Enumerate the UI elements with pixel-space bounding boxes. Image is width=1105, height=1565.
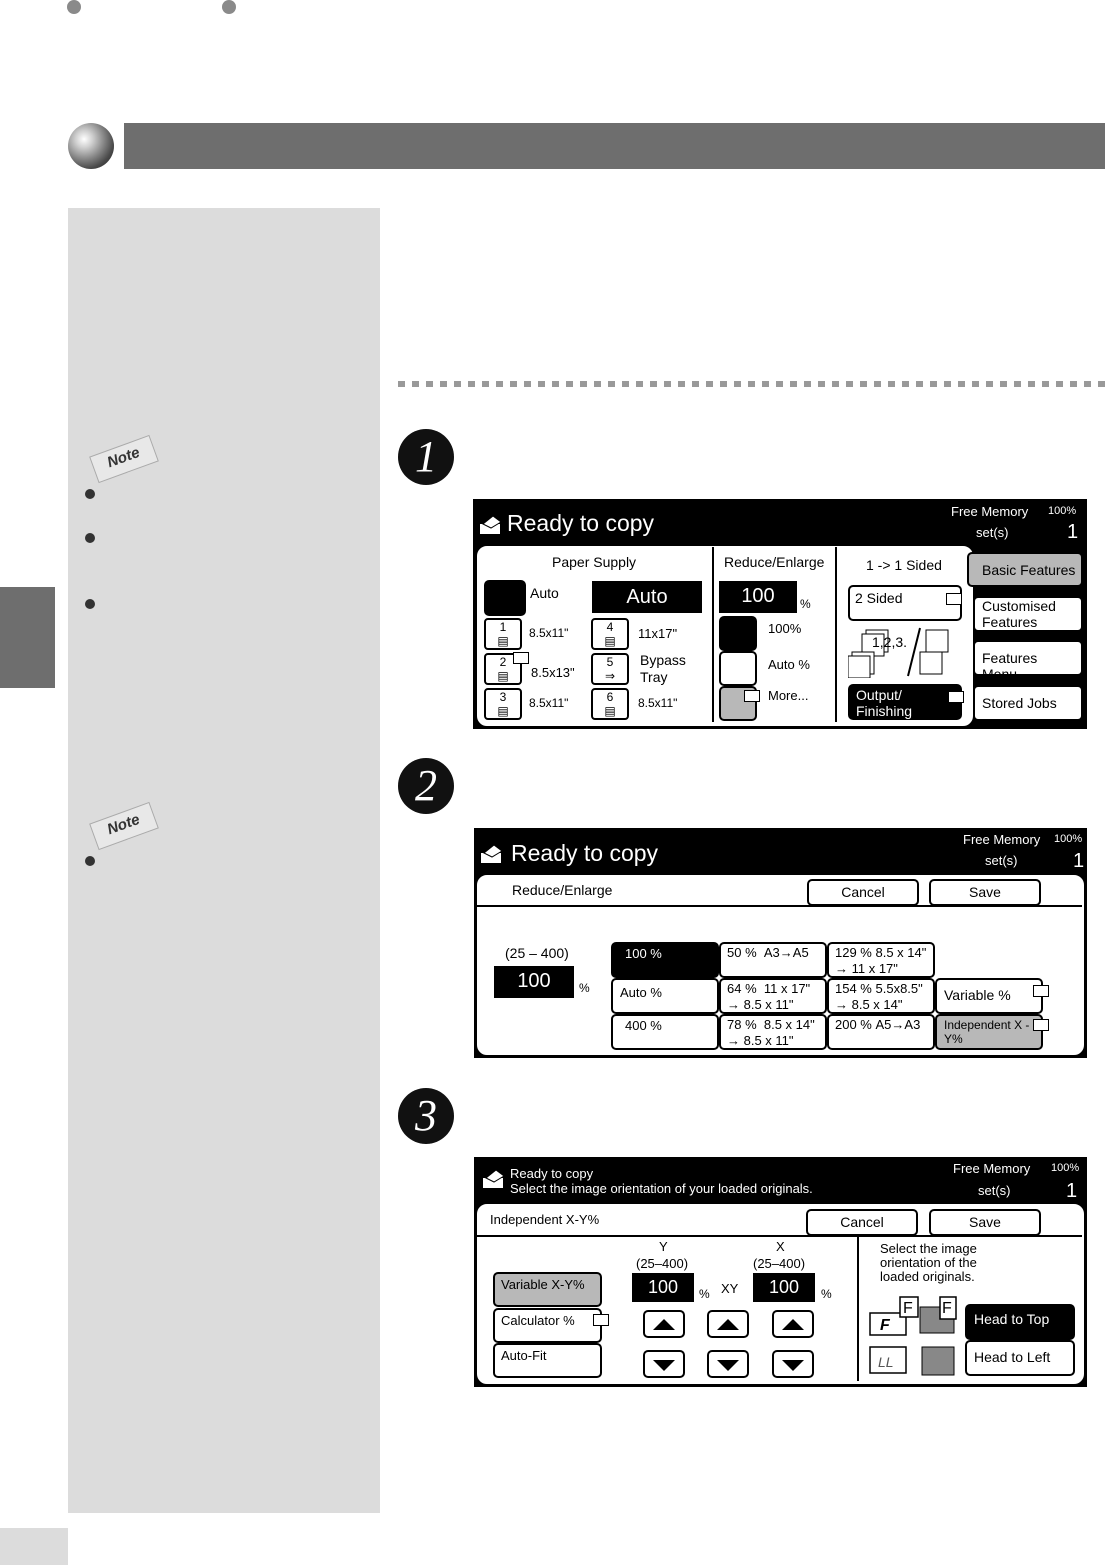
preset-64-pct: 64 % xyxy=(727,981,757,996)
free-memory-label: Free Memory xyxy=(963,832,1041,847)
xy-down-button[interactable] xyxy=(707,1350,749,1378)
tray-3-button[interactable]: 3 ▤ xyxy=(484,688,522,720)
preset-50-pct: 50 % xyxy=(727,945,757,960)
status-subtitle: Select the image orientation of your loaded originals. xyxy=(510,1181,813,1196)
column-divider xyxy=(857,1237,859,1381)
preset-auto-button[interactable] xyxy=(611,978,719,1014)
output-flag-icon xyxy=(948,691,964,703)
y-down-button[interactable] xyxy=(643,1350,685,1378)
preset-50-button[interactable] xyxy=(719,942,827,978)
note-bullet xyxy=(85,489,95,499)
reduce-value-display: 100 xyxy=(719,581,797,613)
free-memory-value: 100% xyxy=(1054,833,1083,845)
preset-400-button[interactable] xyxy=(611,1014,719,1050)
head-to-top-label: Head to Top xyxy=(974,1311,1050,1327)
save-label: Save xyxy=(969,884,1001,900)
sets-label: set(s) xyxy=(976,525,1009,540)
xy-up-button[interactable] xyxy=(707,1310,749,1338)
preset-50-desc: A3→A5 xyxy=(763,945,809,960)
calculator-percent-label: Calculator % xyxy=(501,1313,575,1328)
arrow-down-icon xyxy=(653,1360,675,1371)
auto-fit-button[interactable] xyxy=(493,1343,602,1378)
page-number-box xyxy=(0,1528,68,1565)
y-range: (25–400) xyxy=(636,1256,689,1271)
header-divider xyxy=(477,1235,1082,1237)
free-memory-label: Free Memory xyxy=(951,504,1029,519)
xy-label: XY xyxy=(721,1281,739,1296)
sets-value: 1 xyxy=(1073,850,1085,872)
two-sided-flag-icon xyxy=(946,593,962,605)
sets-label: set(s) xyxy=(978,1183,1011,1198)
step-1-badge: 1 xyxy=(398,429,454,485)
variable-flag-icon xyxy=(1033,985,1049,997)
tray-3-size: 8.5x11" xyxy=(529,696,569,710)
tray-1-button[interactable]: 1 ▤ xyxy=(484,618,522,650)
note-icon: Note xyxy=(89,802,159,850)
save-label: Save xyxy=(969,1214,1001,1230)
duplex-diagram-text: 1,2,3. xyxy=(872,634,908,650)
svg-text:F: F xyxy=(880,1317,890,1334)
orientation-head-top-icon xyxy=(868,1293,958,1339)
preset-64-desc: 11 x 17" → 8.5 x 11" xyxy=(727,981,811,1012)
preset-auto-label: Auto % xyxy=(620,985,662,1000)
tab-stored-jobs[interactable] xyxy=(973,685,1083,721)
output-finishing-button[interactable] xyxy=(848,684,962,720)
head-to-left-label: Head to Left xyxy=(974,1349,1051,1365)
free-memory-label: Free Memory xyxy=(953,1161,1031,1176)
variable-xy-label: Variable X-Y% xyxy=(501,1277,585,1292)
x-label: X xyxy=(776,1239,785,1254)
preset-78-pct: 78 % xyxy=(727,1017,757,1032)
tray-6-size: 8.5x11" xyxy=(638,696,678,710)
variable-percent-label: Variable % xyxy=(944,987,1011,1003)
paper-auto-display: Auto xyxy=(592,581,702,613)
tab-customised-features[interactable] xyxy=(973,596,1083,632)
head-to-top-button[interactable] xyxy=(965,1304,1075,1340)
preset-100-label: 100 % xyxy=(625,946,662,961)
x-value-display: 100 xyxy=(753,1273,815,1302)
status-title: Ready to copy xyxy=(511,840,659,866)
chapter-tab xyxy=(0,587,55,688)
duplex-diagram xyxy=(848,626,952,678)
tray-2-flag-icon xyxy=(513,652,529,664)
preset-200-desc: A5→A3 xyxy=(875,1017,921,1032)
status-title: Ready to copy xyxy=(507,510,655,536)
free-memory-value: 100% xyxy=(1048,505,1077,517)
save-button[interactable] xyxy=(929,1209,1041,1236)
step-3-badge: 3 xyxy=(398,1088,454,1144)
x-down-button[interactable] xyxy=(772,1350,814,1378)
auto-fit-label: Auto-Fit xyxy=(501,1348,547,1363)
tab-basic-features-label: Basic Features xyxy=(982,562,1076,578)
tab-basic-features[interactable] xyxy=(967,552,1083,587)
save-button[interactable] xyxy=(929,879,1041,906)
copier-icon xyxy=(479,514,503,536)
reduce-more-label: More... xyxy=(768,688,809,703)
screen-basic-features xyxy=(473,499,1087,729)
preset-129-desc: 8.5 x 14" → 11 x 17" xyxy=(835,945,927,976)
svg-text:F: F xyxy=(942,1300,952,1317)
two-sided-label: 2 Sided xyxy=(855,590,903,606)
reduce-100-label: 100% xyxy=(768,621,802,636)
reduce-subtitle: Reduce/Enlarge xyxy=(512,882,613,898)
sided-title: 1 -> 1 Sided xyxy=(866,557,942,573)
status-title: Ready to copy xyxy=(510,1166,594,1181)
reduce-unit: % xyxy=(800,597,811,611)
paper-supply-title: Paper Supply xyxy=(552,554,637,570)
tray-6-button[interactable]: 6 ▤ xyxy=(591,688,629,720)
x-unit: % xyxy=(821,1287,832,1301)
preset-78-desc: 8.5 x 14" → 8.5 x 11" xyxy=(727,1017,815,1048)
svg-text:F: F xyxy=(903,1300,913,1317)
section-ball-icon xyxy=(68,123,114,169)
sets-value: 1 xyxy=(1066,1180,1078,1202)
free-memory-value: 100% xyxy=(1051,1162,1080,1174)
preset-400-label: 400 % xyxy=(625,1018,662,1033)
y-value-display: 100 xyxy=(632,1273,694,1302)
cancel-button[interactable] xyxy=(806,1209,918,1236)
y-up-button[interactable] xyxy=(643,1310,685,1338)
preset-100-button[interactable] xyxy=(611,942,719,978)
calculator-flag-icon xyxy=(593,1314,609,1326)
note-icon: Note xyxy=(89,435,159,483)
tray-5-button[interactable]: 5 ⇒ xyxy=(591,653,629,685)
reduce-auto-button[interactable] xyxy=(719,651,757,686)
output-finishing-label: Output/ Finishing xyxy=(856,687,913,719)
tab-customised-features-label: Customised Features xyxy=(982,598,1056,630)
independent-flag-icon xyxy=(1033,1019,1049,1031)
arrow-down-icon xyxy=(782,1360,804,1371)
preset-200-button[interactable] xyxy=(827,1014,935,1050)
y-unit: % xyxy=(699,1287,710,1301)
arrow-up-icon xyxy=(653,1319,675,1330)
dashed-divider xyxy=(398,381,1105,387)
sets-value: 1 xyxy=(1067,521,1079,543)
preset-154-button[interactable] xyxy=(827,978,935,1014)
reduce-unit: % xyxy=(579,981,590,995)
tray-2-size: 8.5x13" xyxy=(531,665,575,680)
tray-1-size: 8.5x11" xyxy=(529,626,569,640)
preset-200-pct: 200 % xyxy=(835,1017,872,1032)
step-2-badge: 2 xyxy=(398,758,454,814)
y-label: Y xyxy=(659,1239,668,1254)
tray-4-button[interactable]: 4 ▤ xyxy=(591,618,629,650)
head-to-left-button[interactable] xyxy=(965,1340,1075,1376)
independent-xy-label: Independent X - Y% xyxy=(944,1018,1030,1046)
preset-78-button[interactable] xyxy=(719,1014,827,1050)
tab-features-menu-label: Features Menu xyxy=(982,650,1038,682)
notes-sidebar xyxy=(68,208,380,1513)
note-bullet xyxy=(85,599,95,609)
calculator-percent-button[interactable] xyxy=(493,1308,602,1343)
preset-154-pct: 154 % xyxy=(835,981,872,996)
screen-reduce-enlarge xyxy=(474,828,1087,1058)
svg-text:LL: LL xyxy=(878,1354,894,1370)
preset-64-button[interactable] xyxy=(719,978,827,1014)
preset-129-pct: 129 % xyxy=(835,945,872,960)
tray-4-size: 11x17" xyxy=(638,626,678,641)
arrow-up-icon xyxy=(782,1319,804,1330)
x-up-button[interactable] xyxy=(772,1310,814,1338)
note-bullet xyxy=(85,533,95,543)
tab-stored-jobs-label: Stored Jobs xyxy=(982,695,1057,711)
sets-label: set(s) xyxy=(985,853,1018,868)
orientation-head-left-icon xyxy=(868,1343,958,1379)
cancel-label: Cancel xyxy=(840,1214,884,1230)
tray-5-size: Bypass Tray xyxy=(640,652,686,685)
independent-xy-button[interactable] xyxy=(935,1014,1043,1050)
preset-154-desc: 5.5x8.5" → 8.5 x 14" xyxy=(835,981,923,1012)
column-divider xyxy=(712,547,714,722)
paper-auto-label: Auto xyxy=(530,585,559,601)
variable-percent-button[interactable] xyxy=(935,978,1043,1014)
section-title-bar xyxy=(124,123,1105,169)
more-flag-icon xyxy=(744,690,760,702)
paper-auto-button[interactable] xyxy=(484,580,526,616)
x-range: (25–400) xyxy=(753,1256,806,1271)
independent-subtitle: Independent X-Y% xyxy=(490,1212,600,1227)
arrow-up-icon xyxy=(717,1319,739,1330)
tab-features-menu[interactable] xyxy=(973,640,1083,682)
cancel-label: Cancel xyxy=(841,884,885,900)
header-dot-left xyxy=(67,0,81,14)
reduce-enlarge-title: Reduce/Enlarge xyxy=(724,554,825,570)
reduce-auto-label: Auto % xyxy=(768,657,810,672)
header-dot-right xyxy=(222,0,236,14)
header-divider xyxy=(477,905,1082,907)
reduce-100-button[interactable] xyxy=(719,616,757,651)
copier-icon xyxy=(480,843,504,865)
two-sided-button[interactable] xyxy=(848,585,962,621)
copier-icon xyxy=(482,1168,506,1190)
reduce-value-display: 100 xyxy=(494,966,574,998)
range-label: (25 – 400) xyxy=(505,945,569,961)
tray-2-button[interactable]: 2 ▤ xyxy=(484,653,522,685)
column-divider xyxy=(835,547,837,722)
preset-129-button[interactable] xyxy=(827,942,935,978)
orientation-instruction: Select the image orientation of the loaded originals. xyxy=(880,1241,977,1284)
variable-xy-button[interactable] xyxy=(493,1272,602,1307)
arrow-down-icon xyxy=(717,1360,739,1371)
note-bullet xyxy=(85,856,95,866)
cancel-button[interactable] xyxy=(807,879,919,906)
screen-independent-xy xyxy=(474,1157,1087,1387)
